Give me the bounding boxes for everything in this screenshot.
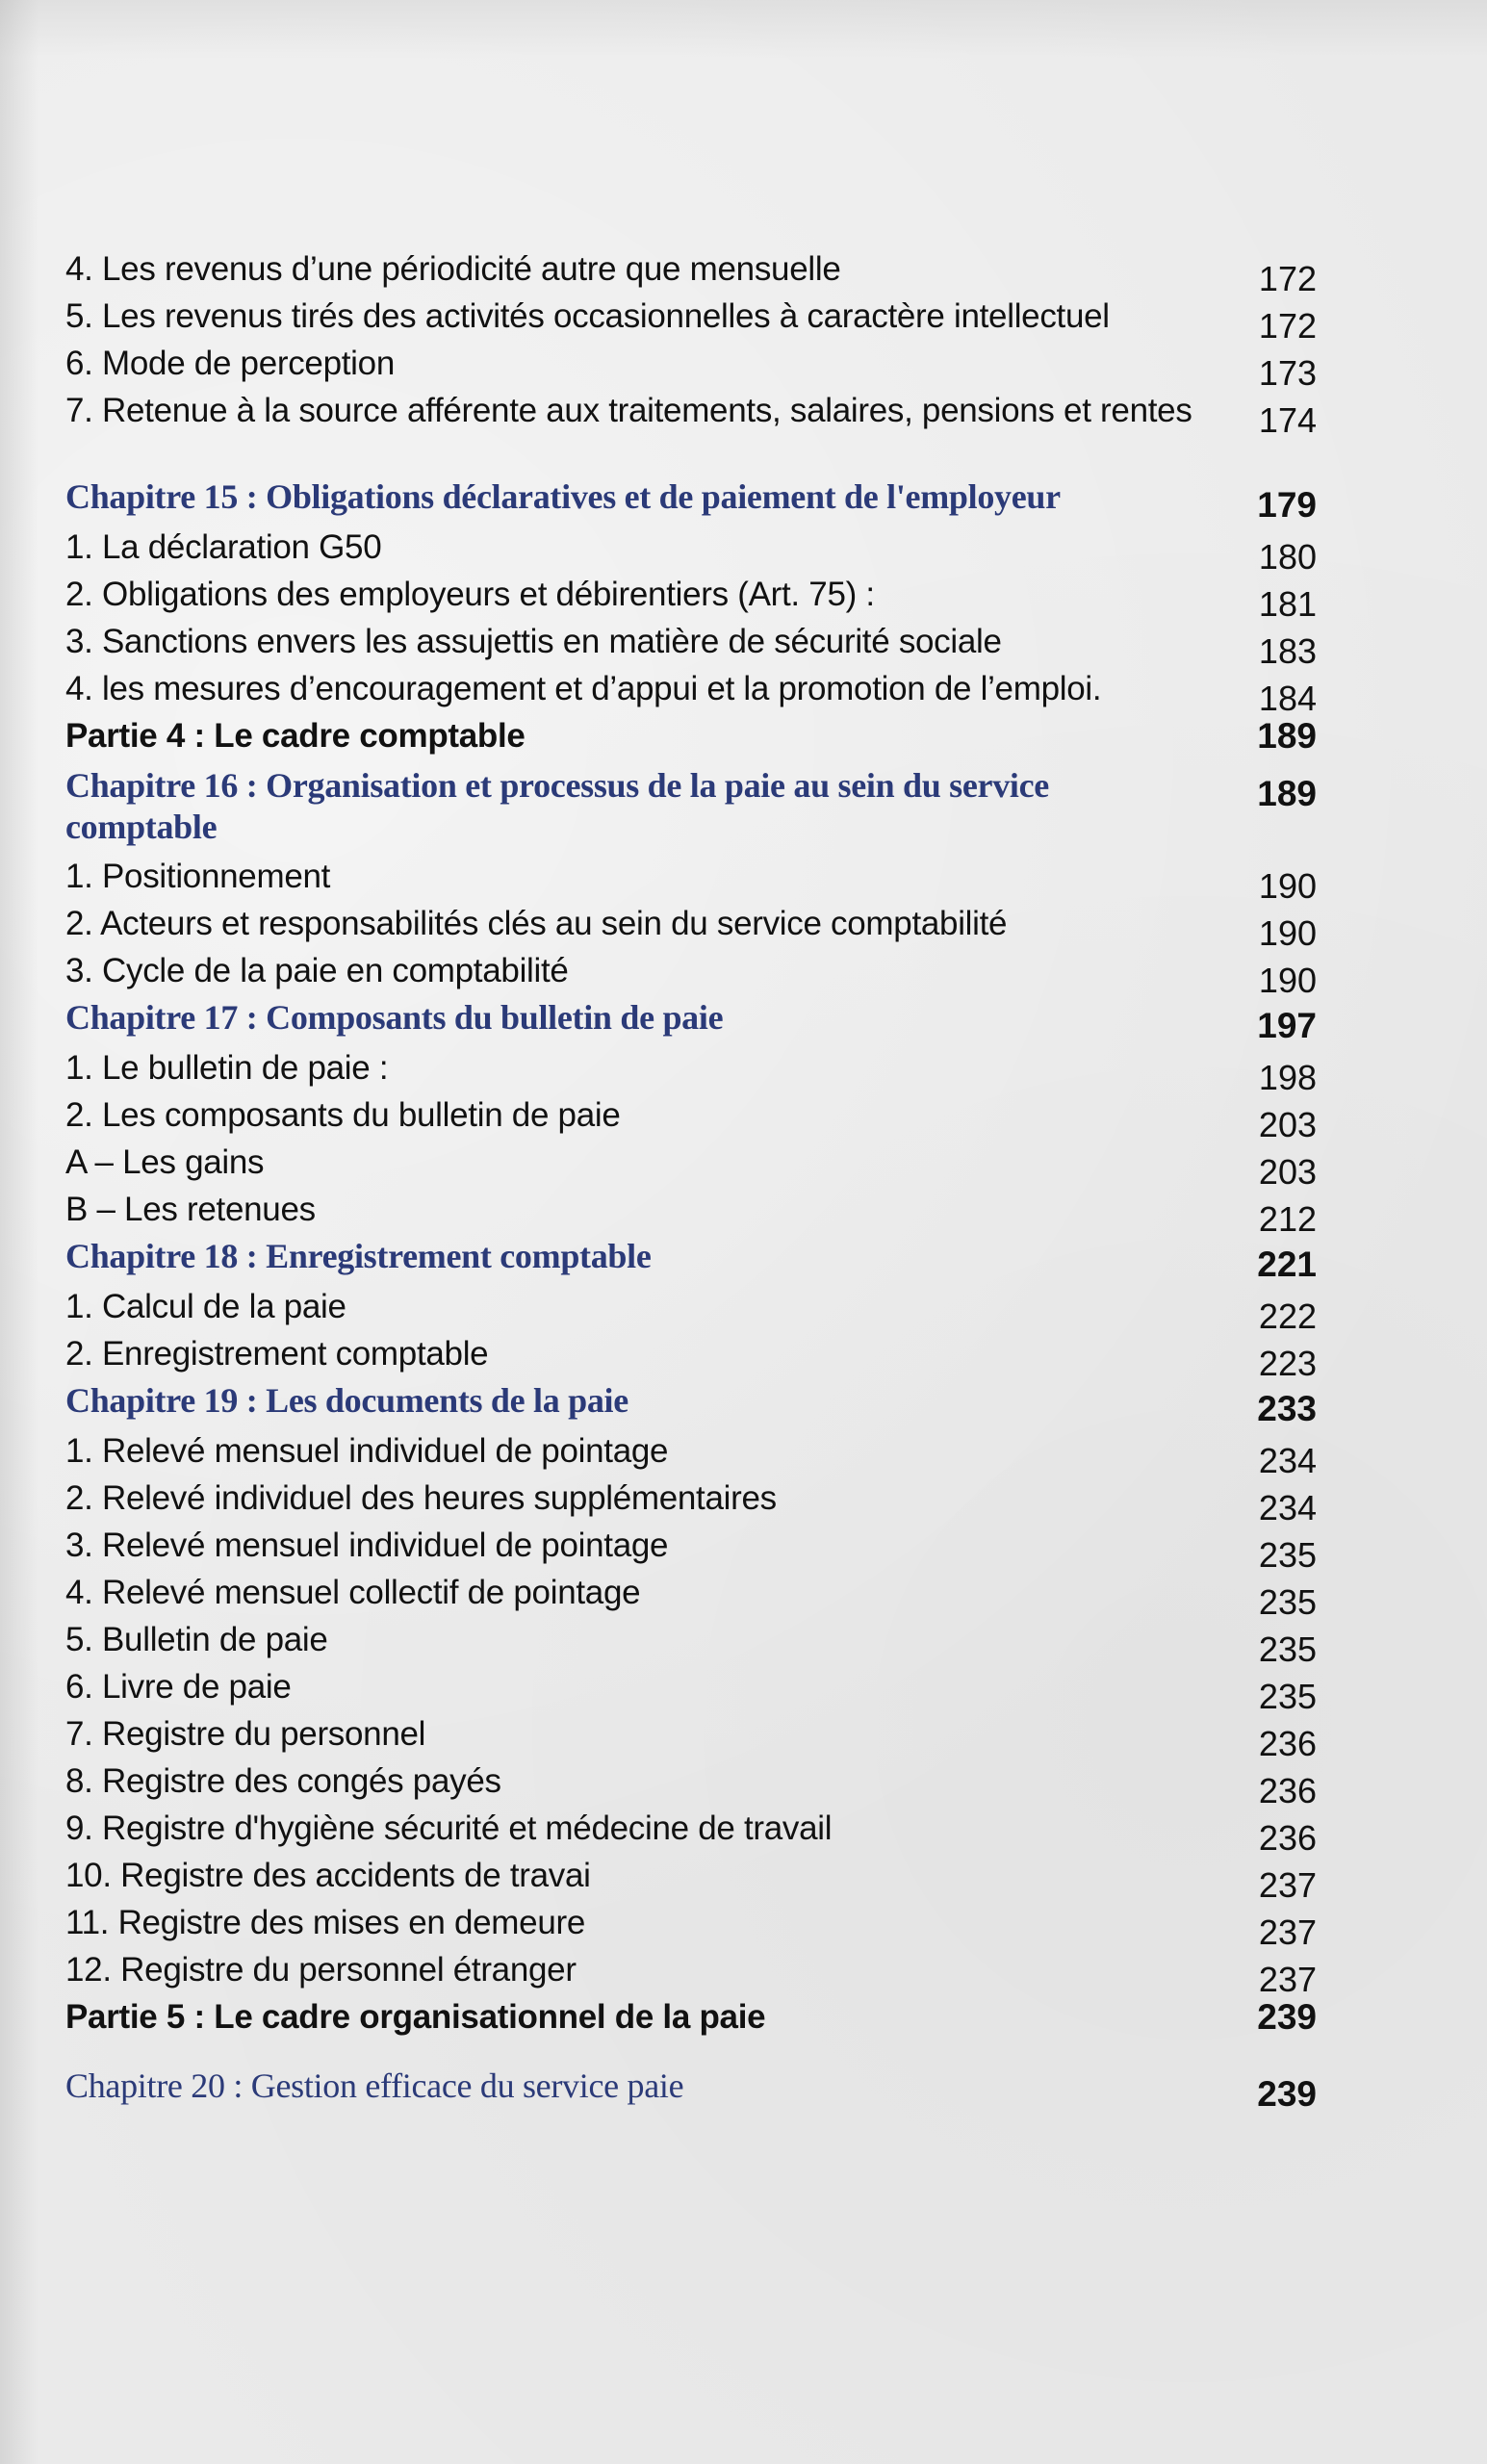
toc-chapter bbox=[65, 476, 1317, 526]
toc-item bbox=[65, 1949, 1317, 1999]
page-shadow bbox=[0, 0, 38, 2464]
toc-item bbox=[65, 1430, 1317, 1480]
toc-chapter-title: Chapitre 20 : Gestion efficace du service paie bbox=[65, 2066, 684, 2105]
toc-item-page: 223 bbox=[1258, 1344, 1317, 1383]
toc-item-title: 5. Les revenus tirés des activités occasionnelles à caractère intellectuel bbox=[65, 297, 1110, 335]
toc-item bbox=[65, 1572, 1317, 1622]
toc-item-title: 3. Relevé mensuel individuel de pointage bbox=[65, 1527, 669, 1564]
toc-item-page: 173 bbox=[1258, 353, 1317, 393]
toc-item-title: 3. Sanctions envers les assujettis en matière de sécurité sociale bbox=[65, 623, 1002, 660]
toc-item-title: 3. Cycle de la paie en comptabilité bbox=[65, 952, 569, 989]
toc-item-page: 222 bbox=[1258, 1296, 1317, 1336]
toc-item-page: 236 bbox=[1258, 1818, 1317, 1858]
toc-item bbox=[65, 1142, 1317, 1192]
toc-item-page: 198 bbox=[1258, 1058, 1317, 1097]
toc-item-page: 237 bbox=[1258, 1865, 1317, 1905]
toc-chapter-title: Chapitre 17 : Composants du bulletin de paie bbox=[65, 998, 724, 1037]
toc-item-page: 174 bbox=[1258, 400, 1317, 440]
toc-item-page: 236 bbox=[1258, 1724, 1317, 1763]
toc-chapter-title: Chapitre 19 : Les documents de la paie bbox=[65, 1381, 628, 1420]
toc-item-title: 1. Calcul de la paie bbox=[65, 1288, 346, 1325]
toc-chapter bbox=[65, 1380, 1317, 1430]
toc-item-page: 203 bbox=[1258, 1152, 1317, 1192]
toc-chapter-title: Chapitre 16 : Organisation et processus de la paie au sein du service comptable bbox=[65, 766, 1049, 846]
toc-item-title: 10. Registre des accidents de travai bbox=[65, 1857, 591, 1894]
toc-item-title: 9. Registre d'hygiène sécurité et médecine de travail bbox=[65, 1810, 833, 1847]
toc-item-page: 180 bbox=[1258, 537, 1317, 577]
table-of-contents bbox=[65, 248, 1317, 2116]
toc-part-title: Partie 4 : Le cadre comptable bbox=[65, 717, 526, 755]
toc-item-page: 236 bbox=[1258, 1771, 1317, 1810]
toc-item-title: 1. Le bulletin de paie : bbox=[65, 1049, 389, 1087]
toc-item-page: 181 bbox=[1258, 584, 1317, 624]
toc-item bbox=[65, 343, 1317, 393]
toc-item-page: 235 bbox=[1258, 1677, 1317, 1716]
toc-item bbox=[65, 950, 1317, 1000]
toc-part bbox=[65, 1996, 1317, 2066]
toc-chapter bbox=[65, 1236, 1317, 1286]
toc-item bbox=[65, 1666, 1317, 1716]
toc-item-page: 234 bbox=[1258, 1488, 1317, 1527]
toc-item-title: 4. Les revenus d’une périodicité autre que mensuelle bbox=[65, 250, 841, 288]
toc-item bbox=[65, 295, 1317, 346]
toc-item bbox=[65, 1713, 1317, 1763]
toc-item-title: B – Les retenues bbox=[65, 1191, 316, 1228]
toc-item-title: A – Les gains bbox=[65, 1143, 265, 1181]
toc-item bbox=[65, 1760, 1317, 1808]
toc-item-title: 6. Mode de perception bbox=[65, 345, 395, 382]
toc-chapter-page: 221 bbox=[1257, 1245, 1317, 1284]
toc-item bbox=[65, 526, 1317, 577]
toc-item-page: 190 bbox=[1258, 866, 1317, 906]
toc-chapter bbox=[65, 997, 1317, 1047]
toc-item-title: 12. Registre du personnel étranger bbox=[65, 1951, 577, 1989]
toc-item bbox=[65, 1286, 1317, 1336]
toc-item-title: 8. Registre des congés payés bbox=[65, 1762, 501, 1800]
toc-chapter-page: 179 bbox=[1257, 485, 1317, 525]
toc-chapter-page: 197 bbox=[1257, 1006, 1317, 1045]
toc-item-title: 1. Positionnement bbox=[65, 858, 331, 895]
toc-item bbox=[65, 1808, 1317, 1858]
toc-item-page: 237 bbox=[1258, 1960, 1317, 1999]
toc-part-page: 239 bbox=[1257, 1997, 1317, 2037]
toc-item-title: 1. La déclaration G50 bbox=[65, 528, 382, 566]
toc-item-page: 190 bbox=[1258, 913, 1317, 953]
toc-item-page: 190 bbox=[1258, 961, 1317, 1000]
toc-item bbox=[65, 1902, 1317, 1952]
toc-item-page: 183 bbox=[1258, 631, 1317, 671]
toc-item-title: 1. Relevé mensuel individuel de pointage bbox=[65, 1432, 669, 1470]
toc-item bbox=[65, 1525, 1317, 1575]
toc-item-title: 7. Retenue à la source afférente aux traitements, salaires, pensions et rentes bbox=[65, 392, 1192, 429]
toc-chapter bbox=[65, 765, 1317, 856]
toc-item bbox=[65, 1189, 1317, 1239]
toc-item bbox=[65, 621, 1317, 671]
toc-item-page: 235 bbox=[1258, 1535, 1317, 1575]
toc-item bbox=[65, 1855, 1317, 1905]
toc-item-page: 234 bbox=[1258, 1441, 1317, 1480]
toc-item bbox=[65, 1619, 1317, 1669]
toc-item-page: 235 bbox=[1258, 1582, 1317, 1622]
toc-item-page: 172 bbox=[1258, 306, 1317, 346]
toc-item bbox=[65, 1477, 1317, 1525]
toc-item-title: 7. Registre du personnel bbox=[65, 1715, 426, 1753]
toc-chapter bbox=[65, 2066, 1317, 2116]
toc-item-page: 203 bbox=[1258, 1105, 1317, 1144]
toc-item bbox=[65, 856, 1317, 906]
toc-item bbox=[65, 1047, 1317, 1097]
toc-item-title: 2. Les composants du bulletin de paie bbox=[65, 1096, 621, 1134]
toc-item-page: 212 bbox=[1258, 1199, 1317, 1239]
toc-chapter-page: 239 bbox=[1257, 2074, 1317, 2114]
toc-item bbox=[65, 248, 1317, 298]
toc-item-title: 4. Relevé mensuel collectif de pointage bbox=[65, 1574, 641, 1611]
toc-item bbox=[65, 668, 1317, 718]
toc-item-title: 2. Enregistrement comptable bbox=[65, 1335, 489, 1373]
toc-item bbox=[65, 1094, 1317, 1142]
toc-item bbox=[65, 1333, 1317, 1383]
page-shadow bbox=[0, 0, 1487, 58]
toc-item-title: 5. Bulletin de paie bbox=[65, 1621, 328, 1658]
toc-item-page: 237 bbox=[1258, 1912, 1317, 1952]
toc-chapter-page: 233 bbox=[1257, 1389, 1317, 1428]
toc-part-title: Partie 5 : Le cadre organisationnel de la paie bbox=[65, 1998, 766, 2036]
toc-item bbox=[65, 574, 1317, 624]
toc-item bbox=[65, 390, 1317, 476]
toc-item-title: 2. Relevé individuel des heures supplémentaires bbox=[65, 1479, 777, 1517]
toc-item-title: 2. Obligations des employeurs et débirentiers (Art. 75) : bbox=[65, 576, 875, 613]
toc-item-page: 172 bbox=[1258, 259, 1317, 298]
toc-item-title: 6. Livre de paie bbox=[65, 1668, 292, 1706]
toc-item bbox=[65, 903, 1317, 953]
toc-item-title: 4. les mesures d’encouragement et d’appui et la promotion de l’emploi. bbox=[65, 670, 1102, 707]
toc-item-page: 184 bbox=[1258, 679, 1317, 718]
toc-part bbox=[65, 715, 1317, 765]
toc-chapter-page: 189 bbox=[1257, 774, 1317, 813]
toc-item-title: 11. Registre des mises en demeure bbox=[65, 1904, 586, 1941]
toc-item-page: 235 bbox=[1258, 1630, 1317, 1669]
toc-chapter-title: Chapitre 18 : Enregistrement comptable bbox=[65, 1237, 652, 1275]
toc-part-page: 189 bbox=[1257, 716, 1317, 756]
toc-item-title: 2. Acteurs et responsabilités clés au sein du service comptabilité bbox=[65, 905, 1008, 942]
toc-chapter-title: Chapitre 15 : Obligations déclaratives et de paiement de l'employeur bbox=[65, 477, 1061, 516]
